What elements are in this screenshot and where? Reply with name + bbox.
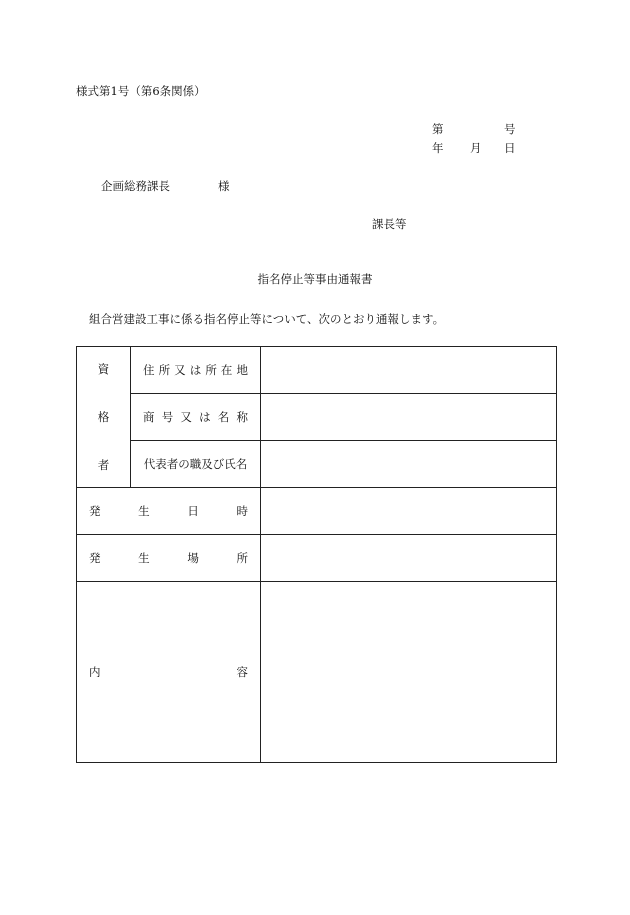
document-number-prefix: 第 [432,122,444,136]
sender-title: 課長等 [372,217,407,231]
recipient-title: 企画総務課長 [101,179,170,193]
document-number-suffix: 号 [504,122,516,136]
table-row-place [77,535,557,582]
table-row-content [77,582,557,763]
document-title: 指名停止等事由通報書 [257,272,373,286]
date-day-label: 日 [504,141,516,155]
table-row-representative [77,441,557,488]
report-table [76,346,557,763]
address-label: 住 所 又 は 所 在 地 [131,347,261,394]
recipient-honorific: 様 [218,179,230,193]
datetime-label: 発 生 日 時 [77,488,261,535]
qualifier-char: 格 [97,410,110,424]
intro-text: 組合営建設工事に係る指名停止等について、次のとおり通報します。 [89,312,445,326]
qualifier-cell [77,347,131,488]
address-value[interactable] [261,347,557,394]
content-value[interactable] [261,582,557,763]
content-label: 内 容 [77,582,261,763]
representative-label: 代表者の職及び氏名 [131,441,261,488]
table-row-address [77,347,557,394]
form-number: 様式第1号（第6条関係） [76,84,206,98]
date-year-label: 年 [432,141,444,155]
representative-value[interactable] [261,441,557,488]
table-row-datetime [77,488,557,535]
trade-name-label: 商 号 又 は 名 称 [131,394,261,441]
trade-name-value[interactable] [261,394,557,441]
table-row-trade-name [77,394,557,441]
place-value[interactable] [261,535,557,582]
qualifier-char: 資 [97,362,110,376]
datetime-value[interactable] [261,488,557,535]
place-label: 発 生 場 所 [77,535,261,582]
qualifier-char: 者 [97,458,110,472]
date-month-label: 月 [470,141,482,155]
